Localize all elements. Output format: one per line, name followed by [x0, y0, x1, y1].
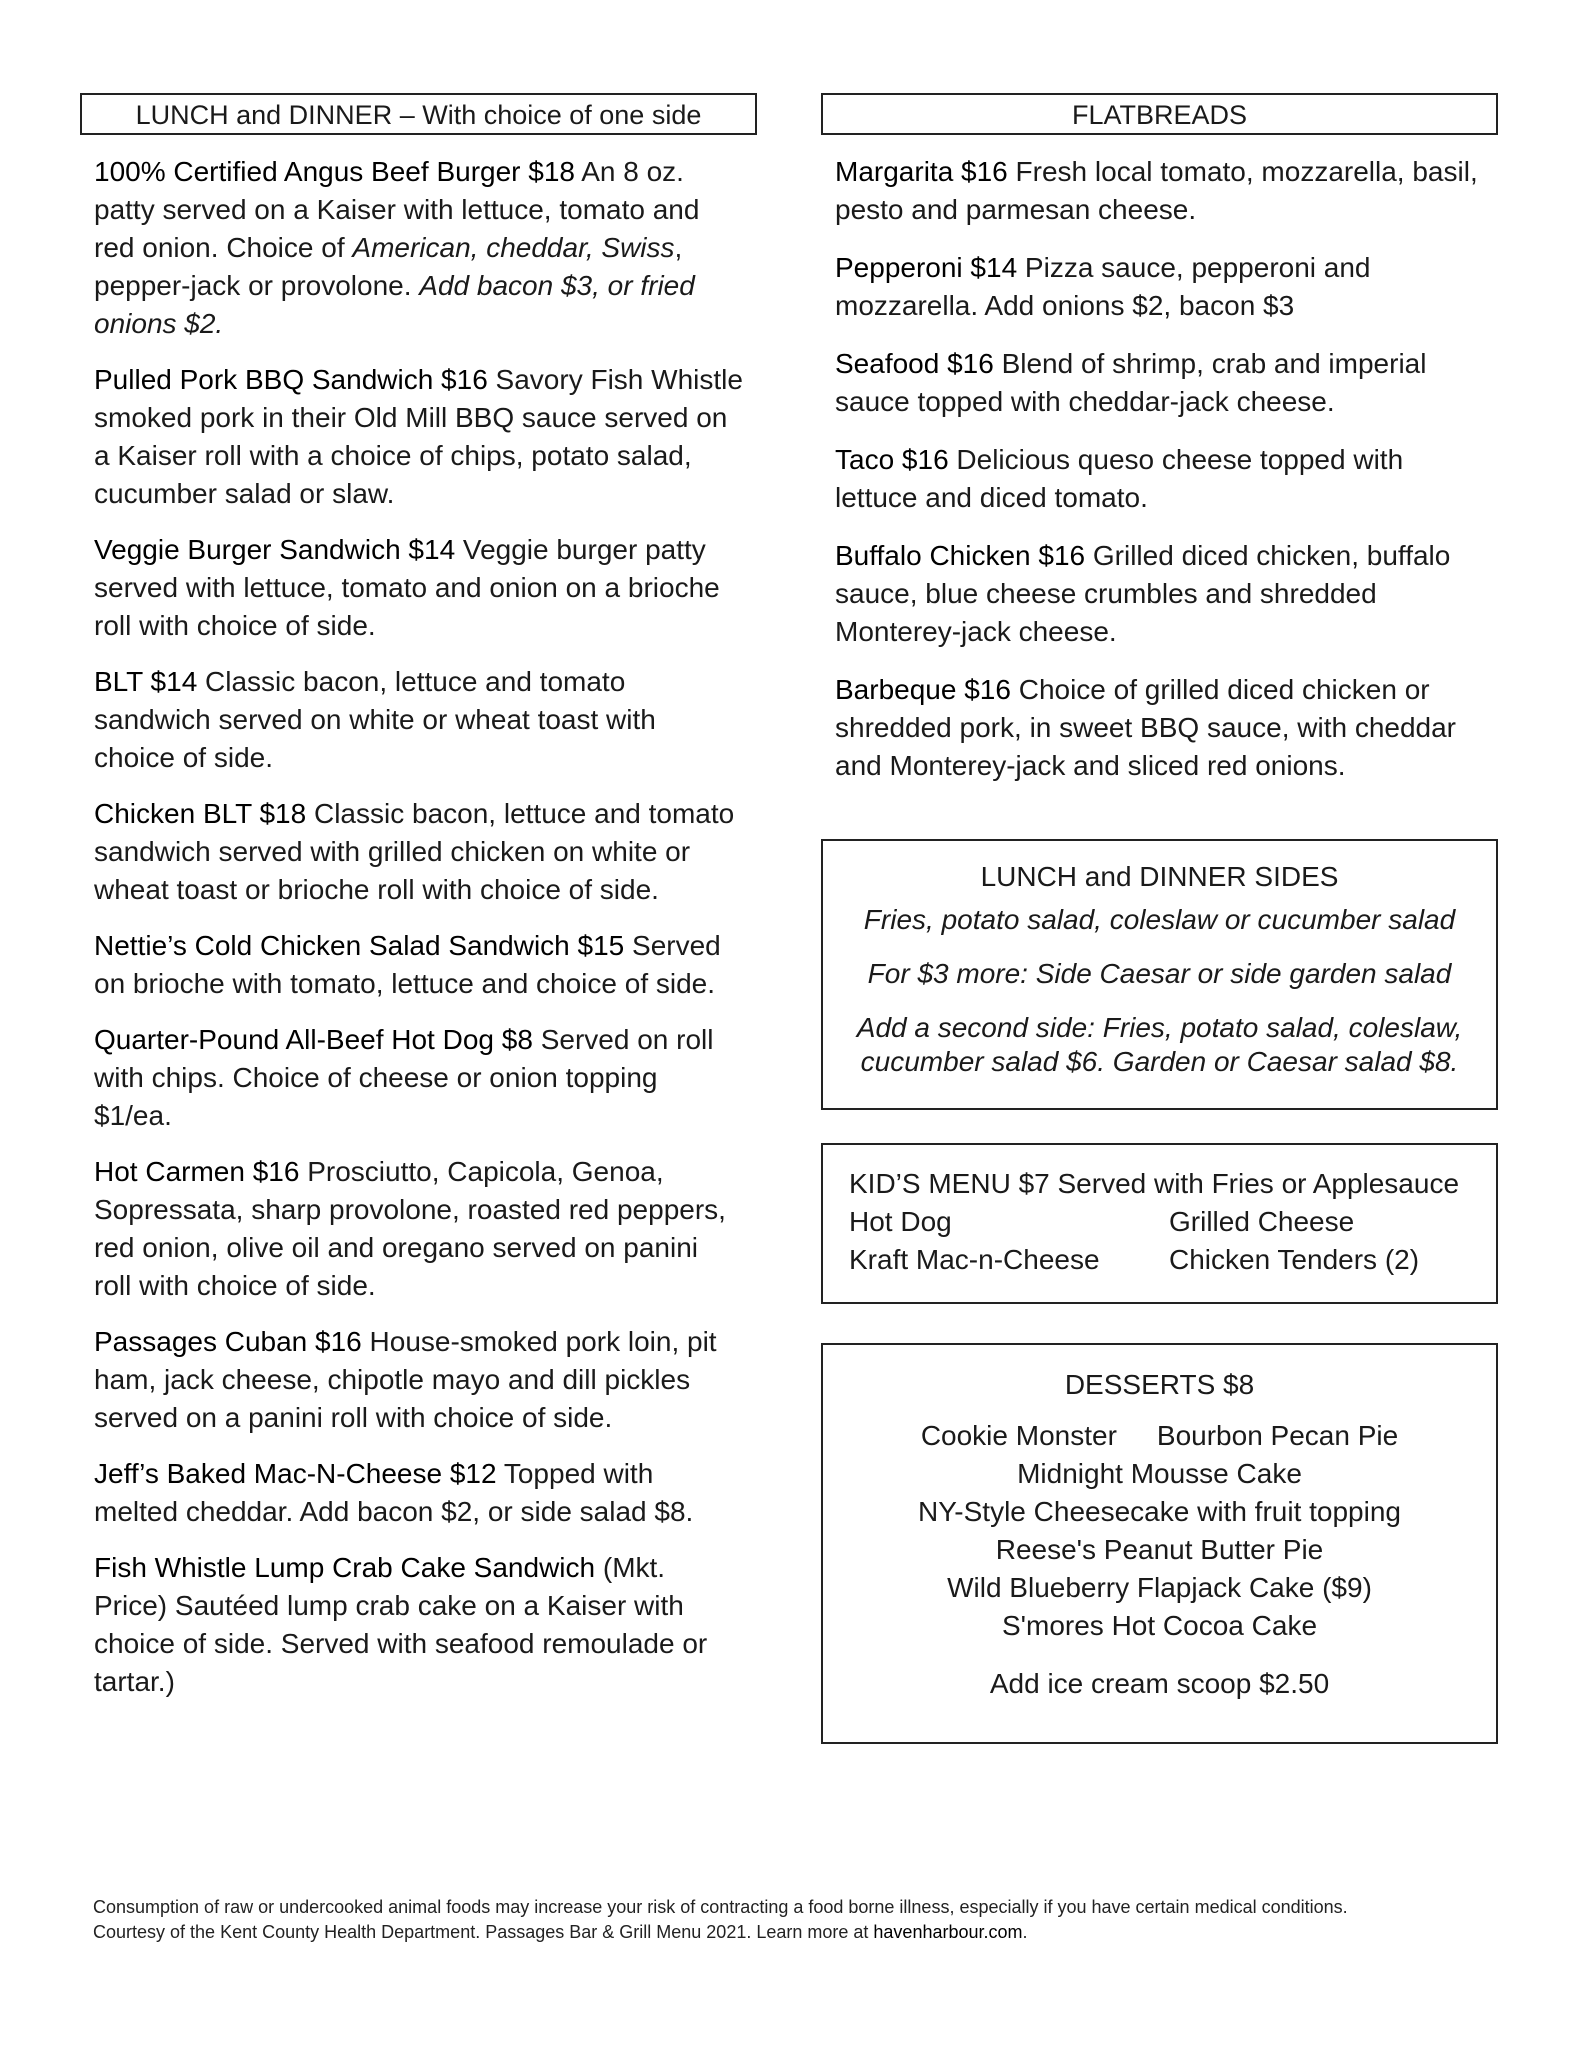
kids-menu-subtitle: Served with Fries or Applesauce [1049, 1168, 1460, 1199]
dessert-item: Wild Blueberry Flapjack Cake [947, 1572, 1315, 1603]
item-name: Hot Carmen $16 [94, 1156, 300, 1187]
item-desc: Topped with melted cheddar. Add bacon $2, or side salad $8. [94, 1458, 694, 1527]
dessert-item: Bourbon Pecan Pie [1156, 1420, 1399, 1451]
item-desc: Served on roll with chips. Choice of cheese or onion topping $1/ea. [94, 1024, 714, 1131]
dessert-row [823, 1493, 1496, 1531]
menu-item [94, 531, 743, 645]
sides-title: LUNCH and DINNER SIDES [980, 861, 1339, 892]
flatbread-item [835, 345, 1484, 421]
item-desc-italic: American, cheddar, Swiss [352, 232, 675, 263]
dessert-item: Reese's Peanut Butter Pie [995, 1534, 1324, 1565]
menu-item [94, 927, 743, 1003]
item-desc: Classic bacon, lettuce and tomato sandwich served on white or wheat toast with choice of side. [94, 666, 656, 773]
dessert-row [823, 1417, 1496, 1455]
item-desc: Veggie burger patty served with lettuce, tomato and onion on a brioche roll with choice of side. [94, 534, 720, 641]
kids-item: Chicken Tenders (2) [1169, 1244, 1420, 1275]
kids-menu-title [849, 1165, 1470, 1203]
item-desc: , pepper-jack or provolone. [94, 232, 683, 301]
item-desc: Grilled diced chicken, buffalo sauce, blue cheese crumbles and shredded Monterey-jack cheese. [835, 540, 1451, 647]
lunch-dinner-header: LUNCH and DINNER – With choice of one side [80, 93, 757, 135]
footer-disclaimer [93, 1895, 1513, 1945]
dessert-item: NY-Style Cheesecake [917, 1496, 1190, 1527]
flatbread-item [835, 153, 1484, 229]
footer-credit: Courtesy of the Kent County Health Department. Passages Bar & Grill Menu 2021. Learn more at [93, 1922, 874, 1942]
item-name: Fish Whistle Lump Crab Cake Sandwich [94, 1552, 596, 1583]
item-name: Passages Cuban $16 [94, 1326, 362, 1357]
kids-item: Kraft Mac-n-Cheese [849, 1244, 1100, 1275]
item-name: Buffalo Chicken $16 [835, 540, 1086, 571]
item-name: Chicken BLT $18 [94, 798, 307, 829]
flatbreads-header: FLATBREADS [821, 93, 1498, 135]
item-name: Barbeque $16 [835, 674, 1011, 705]
flatbread-item [835, 537, 1484, 651]
dessert-note: with fruit topping [1189, 1496, 1401, 1527]
lunch-dinner-section [80, 93, 757, 1719]
menu-item [94, 795, 743, 909]
item-desc: Classic bacon, lettuce and tomato sandwich served with grilled chicken on white or wheat toast or brioche roll with choice of side. [94, 798, 735, 905]
sides-second-side: Add a second side: Fries, potato salad, coleslaw, cucumber salad $6. Garden or Caesar salad $8. [856, 1012, 1463, 1077]
sides-options: Fries, potato salad, coleslaw or cucumber salad [863, 904, 1456, 935]
sides-box [821, 839, 1498, 1110]
item-name: Nettie’s Cold Chicken Salad Sandwich $15 [94, 930, 625, 961]
dessert-item: Cookie Monster [920, 1420, 1117, 1451]
item-desc: Delicious queso cheese topped with lettuce and diced tomato. [835, 444, 1404, 513]
menu-item [94, 1323, 743, 1437]
menu-item [94, 1021, 743, 1135]
footer-line: Consumption of raw or undercooked animal foods may increase your risk of contracting a food borne illness, especially if you have certain medical conditions. [93, 1897, 1348, 1917]
desserts-box [821, 1343, 1498, 1744]
menu-item [94, 153, 743, 343]
dessert-item: S'mores Hot Cocoa Cake [1001, 1610, 1318, 1641]
kids-item: Hot Dog [849, 1206, 952, 1237]
item-name: Margarita $16 [835, 156, 1008, 187]
footer-line [93, 1920, 1513, 1945]
flatbread-item [835, 249, 1484, 325]
item-name: BLT $14 [94, 666, 198, 697]
item-name: Taco $16 [835, 444, 949, 475]
kids-menu-name: KID’S MENU $7 [849, 1168, 1050, 1199]
item-desc: Blend of shrimp, crab and imperial sauce topped with cheddar-jack cheese. [835, 348, 1427, 417]
item-desc: Prosciutto, Capicola, Genoa, Sopressata, sharp provolone, roasted red peppers, red onion, olive oil and oregano served on panini roll with choice of side. [94, 1156, 726, 1301]
flatbread-item [835, 671, 1484, 785]
item-name: Veggie Burger Sandwich $14 [94, 534, 456, 565]
flatbreads-list [821, 153, 1498, 785]
dessert-addon: Add ice cream scoop $2.50 [989, 1668, 1330, 1699]
dessert-note: ($9) [1314, 1572, 1372, 1603]
flatbread-item [835, 441, 1484, 517]
item-desc: Choice of grilled diced chicken or shredded pork, in sweet BBQ sauce, with cheddar and Monterey-jack and sliced red onions. [835, 674, 1457, 781]
menu-item [94, 663, 743, 777]
flatbreads-section [821, 93, 1498, 805]
footer-period: . [1022, 1922, 1028, 1942]
item-desc: An 8 oz. patty served on a Kaiser with lettuce, tomato and red onion. Choice of [94, 156, 700, 263]
menu-item [94, 361, 743, 513]
dessert-row [823, 1569, 1496, 1607]
item-name: 100% Certified Angus Beef Burger $18 [94, 156, 575, 187]
kids-menu-box [821, 1143, 1498, 1304]
lunch-dinner-list [80, 153, 757, 1701]
menu-item [94, 1153, 743, 1305]
item-desc: Pizza sauce, pepperoni and mozzarella. Add onions $2, bacon $3 [835, 252, 1371, 321]
kids-item: Grilled Cheese [1169, 1206, 1355, 1237]
item-name: Quarter-Pound All-Beef Hot Dog $8 [94, 1024, 533, 1055]
desserts-title: DESSERTS $8 [1064, 1369, 1255, 1400]
dessert-item: Midnight Mousse Cake [1017, 1458, 1302, 1489]
item-desc: (Mkt. Price) Sautéed lump crab cake on a Kaiser with choice of side. Served with seafood remoulade or tartar.) [94, 1552, 708, 1697]
menu-item [94, 1455, 743, 1531]
item-desc: House-smoked pork loin, pit ham, jack cheese, chipotle mayo and dill pickles served on a panini roll with choice of side. [94, 1326, 717, 1433]
sides-upgrade: For $3 more: Side Caesar or side garden salad [867, 958, 1452, 989]
footer-link[interactable]: havenharbour.com [873, 1922, 1023, 1942]
item-name: Seafood $16 [835, 348, 994, 379]
item-desc: Fresh local tomato, mozzarella, basil, pesto and parmesan cheese. [835, 156, 1478, 225]
item-desc: Savory Fish Whistle smoked pork in their Old Mill BBQ sauce served on a Kaiser roll with a choice of chips, potato salad, cucumber salad or slaw. [94, 364, 743, 509]
item-name: Pepperoni $14 [835, 252, 1018, 283]
item-desc: Served on brioche with tomato, lettuce and choice of side. [94, 930, 721, 999]
item-addon-italic: Add bacon $3, or fried onions $2. [94, 270, 695, 339]
item-name: Pulled Pork BBQ Sandwich $16 [94, 364, 488, 395]
kids-menu-grid [849, 1203, 1470, 1279]
menu-item [94, 1549, 743, 1701]
item-name: Jeff’s Baked Mac-N-Cheese $12 [94, 1458, 497, 1489]
